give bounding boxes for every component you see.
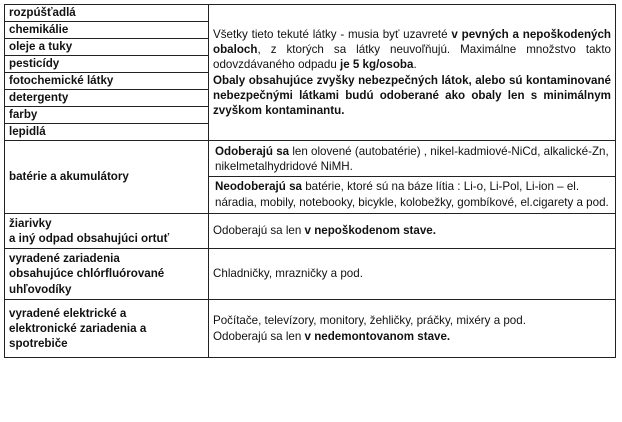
cfc-description: Chladničky, mrazničky a pod.: [209, 249, 616, 300]
row-label-photochemicals: fotochemické látky: [5, 73, 209, 90]
row-label-batteries: batérie a akumulátory: [5, 141, 209, 214]
waste-table: [4, 4, 616, 358]
table-row: [5, 249, 616, 300]
row-label-paints: farby: [5, 107, 209, 124]
table-row: [5, 299, 616, 358]
liquids-paragraph-2: Obaly obsahujúce zvyšky nebezpečných látok, alebo sú kontaminované nebezpečnými látkami budú odoberané ako obaly len s minimálnym zvyškom kontaminantu.: [213, 73, 611, 117]
batteries-accepted: Odoberajú sa len olovené (autobatérie) , nikel-kadmiové-NiCd, alkalické-Zn, nikelmetalhydridové NiMH.: [215, 145, 609, 174]
table-row: [5, 213, 616, 248]
table-row: [5, 5, 616, 22]
table-row: [5, 141, 616, 214]
row-label-detergents: detergenty: [5, 90, 209, 107]
row-label-glues: lepidlá: [5, 124, 209, 141]
row-label-electro: vyradené elektrické a elektronické zariadenia a spotrebiče: [5, 299, 209, 358]
row-label-oils: oleje a tuky: [5, 39, 209, 56]
batteries-rejected: Neodoberajú sa batérie, ktoré sú na báze lítia : Li-o, Li-Pol, Li-ion – el. náradia, mobily, notebooky, bicykle, kolobežky, gombíkové, el.cigarety a pod.: [215, 180, 609, 209]
row-label-cfc: vyradené zariadenia obsahujúce chlórfluórované uhľovodíky: [5, 249, 209, 300]
row-label-chemicals: chemikálie: [5, 22, 209, 39]
batteries-description: [209, 141, 616, 214]
row-label-solvents: rozpúšťadlá: [5, 5, 209, 22]
bulbs-description: Odoberajú sa len v nepoškodenom stave.: [209, 213, 616, 248]
liquids-paragraph-1: Všetky tieto tekuté látky - musia byť uzavreté v pevných a nepoškodených obaloch, z ktorých sa látky neuvoľňujú. Maximálne množstvo takto odovzdávaného odpadu je 5 kg/osoba.: [213, 27, 612, 72]
row-label-bulbs: žiarivky a iný odpad obsahujúci ortuť: [5, 213, 209, 248]
electro-description: Počítače, televízory, monitory, žehličky, práčky, mixéry a pod. Odoberajú sa len v nedemontovanom stave.: [209, 299, 616, 358]
row-label-pesticides: pesticídy: [5, 56, 209, 73]
liquids-description: [209, 5, 616, 141]
